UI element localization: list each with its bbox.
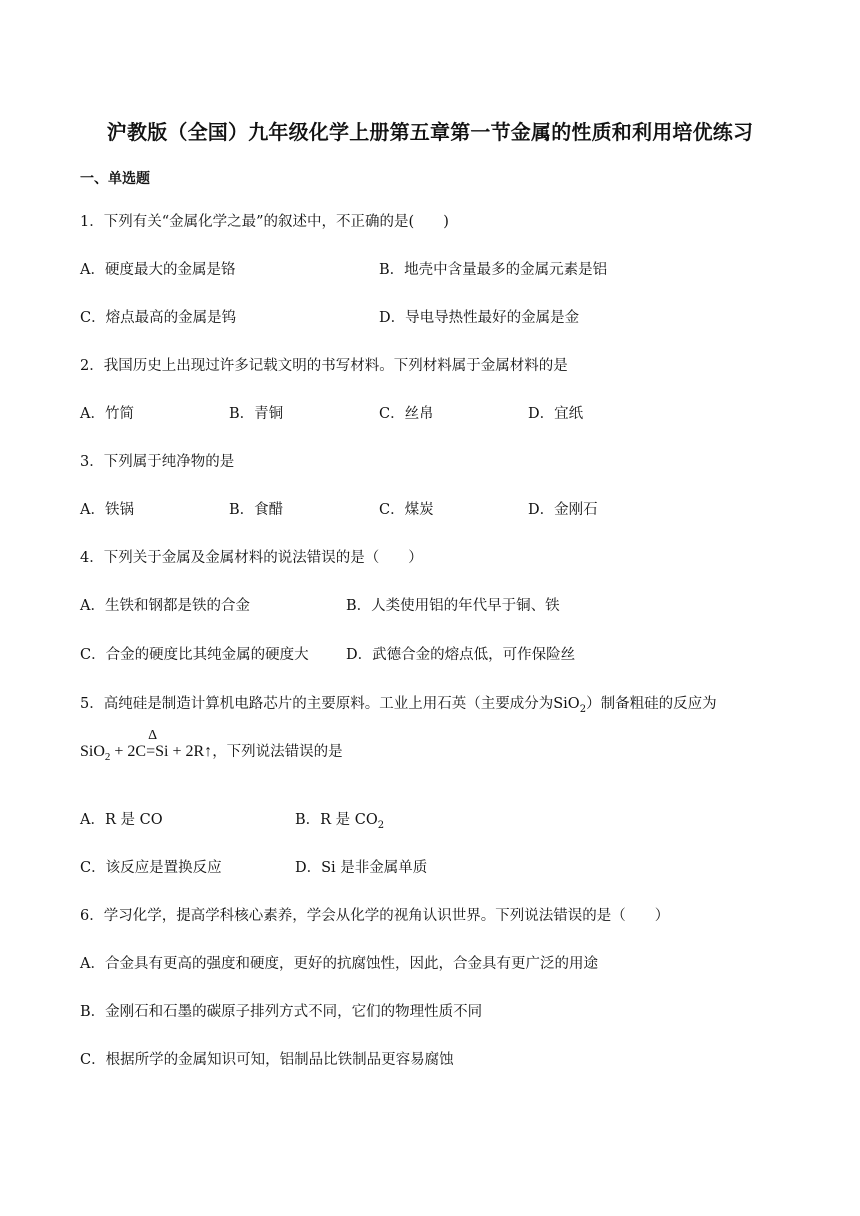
question-2-option-d[interactable]: D．宜纸	[528, 406, 584, 422]
question-1-option-b[interactable]: B．地壳中含量最多的金属元素是铝	[379, 262, 608, 278]
question-6-stem: 6．学习化学，提高学科核心素养，学会从化学的视角认识世界。下列说法错误的是（ ）	[80, 908, 670, 924]
question-5-option-c[interactable]: C．该反应是置换反应	[80, 860, 222, 876]
question-5-equation: SiO$_2$ + 2C Δ =Si + 2R↑，下列说法错误的是	[80, 728, 343, 763]
question-5-option-a[interactable]: A．R 是 CO	[80, 812, 163, 828]
section-heading: 一、单选题	[80, 171, 150, 187]
question-5-option-d[interactable]: D．Si 是非金属单质	[295, 860, 428, 876]
question-2-option-c[interactable]: C．丝帛	[379, 406, 434, 422]
page-title: 沪教版（全国）九年级化学上册第五章第一节金属的性质和利用培优练习	[106, 120, 754, 144]
question-4-option-d[interactable]: D．武德合金的熔点低，可作保险丝	[346, 647, 576, 663]
heat-delta-symbol: Δ	[148, 728, 158, 743]
question-3-stem: 3．下列属于纯净物的是	[80, 454, 235, 470]
question-6-option-b[interactable]: B．金刚石和石墨的碳原子排列方式不同，它们的物理性质不同	[80, 1004, 483, 1020]
question-3-option-a[interactable]: A．铁锅	[80, 502, 134, 518]
question-3-option-c[interactable]: C．煤炭	[379, 502, 434, 518]
question-6-option-c[interactable]: C．根据所学的金属知识可知，铝制品比铁制品更容易腐蚀	[80, 1052, 454, 1068]
question-1-stem: 1．下列有关“金属化学之最”的叙述中，不正确的是( )	[80, 214, 449, 230]
question-4-stem: 4．下列关于金属及金属材料的说法错误的是（ ）	[80, 550, 423, 566]
question-2-option-a[interactable]: A．竹简	[80, 406, 134, 422]
question-6-option-a[interactable]: A．合金具有更高的强度和硬度，更好的抗腐蚀性，因此，合金具有更广泛的用途	[80, 956, 598, 972]
question-1-option-d[interactable]: D．导电导热性最好的金属是金	[379, 310, 580, 326]
question-3-option-d[interactable]: D．金刚石	[528, 502, 598, 518]
question-1-option-c[interactable]: C．熔点最高的金属是钨	[80, 310, 237, 326]
question-4-option-a[interactable]: A．生铁和钢都是铁的合金	[80, 598, 250, 614]
question-2-stem: 2．我国历史上出现过许多记载文明的书写材料。下列材料属于金属材料的是	[80, 358, 568, 374]
question-3-option-b[interactable]: B．食醋	[229, 502, 284, 518]
question-4-option-b[interactable]: B．人类使用铝的年代早于铜、铁	[346, 598, 560, 614]
question-5-option-b[interactable]: B．R 是 $CO_2$	[295, 812, 385, 831]
question-5-stem: 5．高纯硅是制造计算机电路芯片的主要原料。工业上用石英（主要成分为SiO$_2$）制备粗硅的反应为	[80, 696, 717, 715]
question-4-option-c[interactable]: C．合金的硬度比其纯金属的硬度大	[80, 647, 309, 663]
reaction-formula: SiO$_2$ + 2C Δ =Si + 2R↑	[80, 728, 213, 763]
question-1-option-a[interactable]: A．硬度最大的金属是铬	[80, 262, 236, 278]
question-2-option-b[interactable]: B．青铜	[229, 406, 284, 422]
